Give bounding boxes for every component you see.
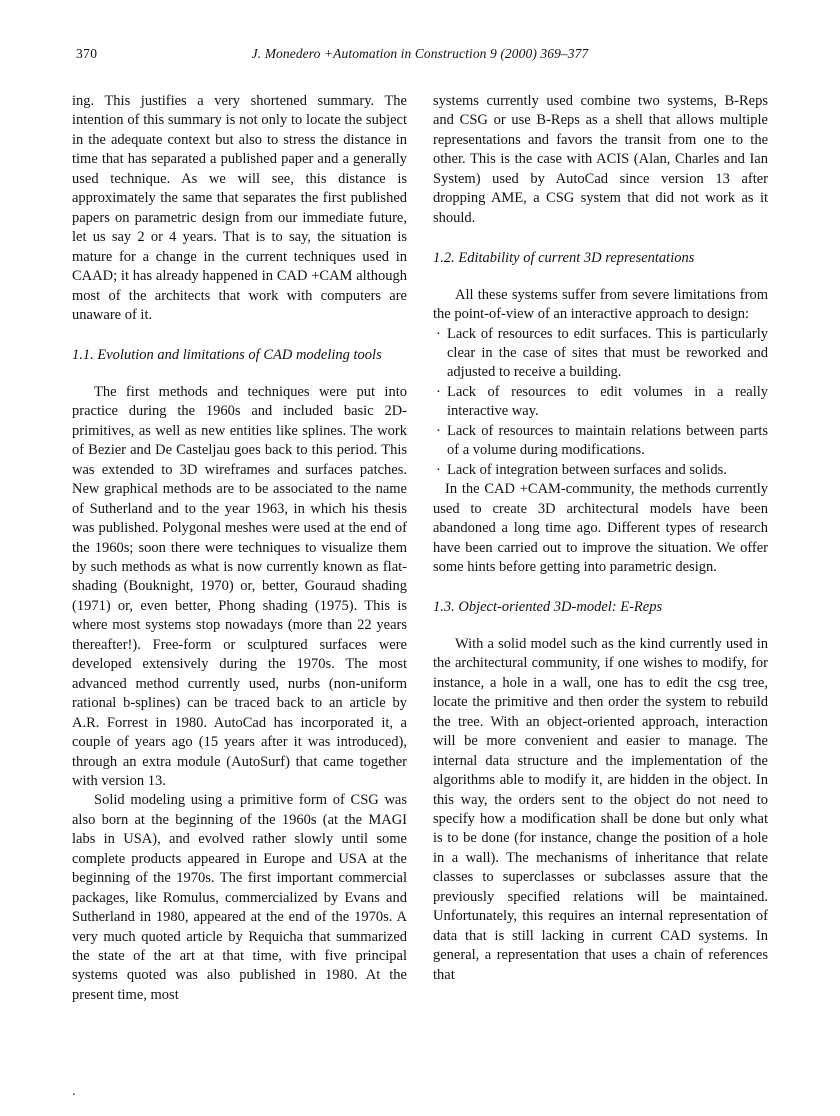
list-item: [433, 383, 768, 422]
list-item-text: Lack of resources to maintain relations between parts of a volume during modifications.: [447, 422, 768, 459]
right-column: [433, 92, 768, 1005]
paragraph-ereps: With a solid model such as the kind currently used in the architectural community, if one wishes to modify, for instance, a hole in a wall, one has to edit the csg tree, locate the primitive and then order the system to rebuild the tree. With an object-oriented approach, interaction will be more convenient and easier to manage. The internal data structure and the implementation of the algorithms able to modify it, are hidden in the object. In this way, the orders sent to the object do not need to specify how a modification shall be done but only what is to be done (for instance, change the position of a hole in a wall). The mechanisms of inheritance that relate classes to superclasses or subclasses assure that the previously specified relations will be maintained. Unfortunately, this requires an internal representation of data that is still lacking in current CAD systems. In general, a representation that uses a chain of references that: [433, 635, 768, 983]
list-item-text: Lack of resources to edit volumes in a really interactive way.: [447, 383, 768, 420]
bullet-icon: ·: [436, 325, 441, 342]
bullet-icon: ·: [436, 422, 441, 439]
two-column-body: [72, 92, 768, 1005]
bullet-icon: ·: [436, 383, 441, 400]
bullet-icon: ·: [436, 461, 441, 478]
left-column: [72, 92, 407, 1005]
page-number: 370: [76, 46, 98, 61]
running-head-title: J. Monedero +Automation in Construction 9 (2000) 369–377: [251, 46, 589, 61]
paragraph-cadcam-community: In the CAD +CAM-community, the methods currently used to create 3D architectural models have been abandoned a long time ago. Different types of research have been carried out to improve the situation. We offer some hints before getting into parametric design.: [433, 481, 768, 575]
paragraph-systems-continuation: systems currently used combine two systems, B-Reps and CSG or use B-Reps as a shell that allows multiple representations and favors the transit from one to the other. This is the case with ACIS (Alan, Charles and Ian System) used by AutoCad since version 13 after dropping AME, a CSG system that did not work as it should.: [433, 93, 768, 226]
list-item: [433, 422, 768, 461]
list-item: [433, 461, 768, 480]
paragraph-cad-history: The first methods and techniques were put into practice during the 1960s and included basic 2D-primitives, as well as new entities like splines. The work of Bezier and De Casteljau goes back to this period. This was extended to 3D wireframes and surfaces patches. New graphical methods are to be associated to the name of Sutherland and to the year 1963, in which his thesis was published. Polygonal meshes were used at the end of the 1960s; soon there were techniques to visualize them by such methods as what is now currently known as flat-shading (Bouknight, 1970) or, better, Gouraud shading (1971) or, even better, Phong shading (1975). This is where most systems stop nowadays (more than 22 years thereafter!). Free-form or sculptured surfaces were developed extensively during the 1970s. The most advanced method currently used, nurbs (non-uniform rational b-splines) can be traced back to an article by A.R. Forrest in 1980. AutoCad has incorporated it, a couple of years ago (15 years after it was introduced), through an extra module (AutoSurf) that came together with version 13.: [72, 383, 407, 789]
paragraph-solid-modeling: Solid modeling using a primitive form of CSG was also born at the beginning of the 1960s (at the MAGI labs in USA), and evolved rather slowly until some complete products appeared in Europe and USA at the beginning of the 1970s. The first important commercial packages, like Romulus, commercialized by Evans and Sutherland in 1980, appeared at the end of the 1970s. A very much quoted article by Requicha that summarized the state of the art at that time, with five principal systems quoted was also published in 1980. At the present time, most: [72, 792, 407, 1003]
limitations-list: [433, 325, 768, 481]
paragraph-limitations-intro: All these systems suffer from severe limitations from the point-of-view of an interactive approach to design:: [433, 286, 768, 323]
list-item-text: Lack of resources to edit surfaces. This is particularly clear in the case of sites that must be reworked and adjusted to receive a building.: [447, 325, 768, 381]
list-item: [433, 325, 768, 383]
section-heading-1-1: 1.1. Evolution and limitations of CAD modeling tools: [72, 347, 382, 364]
list-item-text: Lack of integration between surfaces and solids.: [447, 461, 727, 478]
running-header: [72, 46, 768, 64]
paragraph-intro-continuation: ing. This justifies a very shortened summary. The intention of this summary is not only to locate the subject in the adequate context but also to stress the distance in time that has separated a published paper and a generally used technique. As we will see, this distance is approximately the same that separates the first published papers on parametric design from our immediate future, let us say 2 or 4 years. That is to say, the situation is mature for a change in the current techniques used in CAAD; it has already happened in CAD +CAM although most of the architects that work with computers are unaware of it.: [72, 93, 407, 323]
section-heading-1-2: 1.2. Editability of current 3D representations: [433, 250, 695, 267]
stray-mark: .: [72, 1084, 76, 1099]
section-heading-1-3: 1.3. Object-oriented 3D-model: E-Reps: [433, 599, 663, 616]
